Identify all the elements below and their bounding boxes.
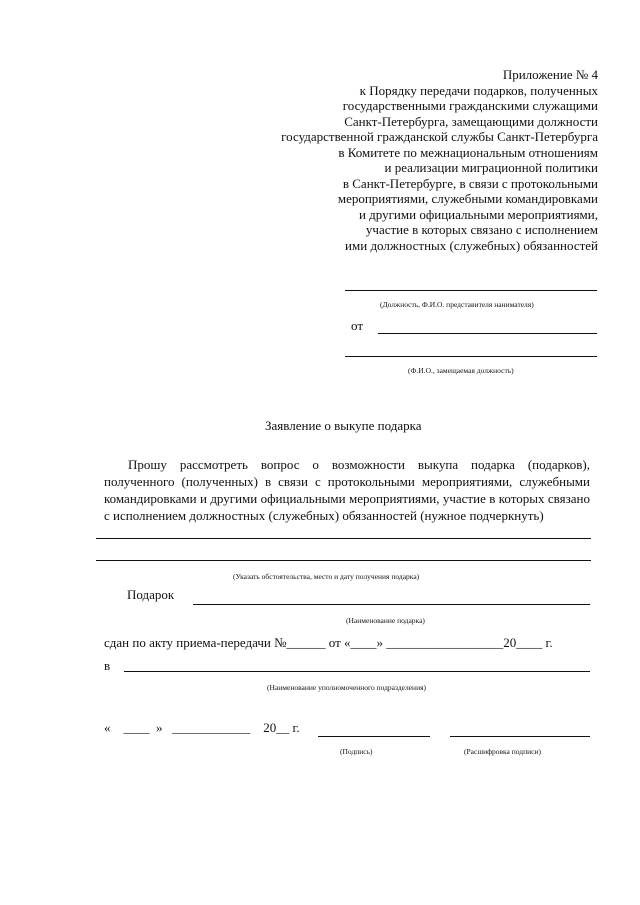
signature-caption: (Подпись) bbox=[340, 747, 373, 756]
header-line: мероприятиями, служебными командировками bbox=[337, 191, 598, 206]
department-caption: (Наименование уполномоченного подразделения) bbox=[267, 683, 427, 692]
header-line: к Порядку передачи подарков, полученных bbox=[359, 82, 598, 98]
applicant-caption: (Ф.И.О., замещаемая должность) bbox=[408, 366, 514, 375]
gift-label: Подарок bbox=[127, 587, 175, 602]
employer-line[interactable] bbox=[345, 290, 597, 291]
applicant-line-1[interactable] bbox=[378, 333, 597, 334]
circumstances-line-2[interactable] bbox=[96, 560, 591, 561]
gift-name-line[interactable] bbox=[193, 604, 590, 605]
header-line: государственными гражданскими служащими bbox=[342, 98, 598, 113]
sign-year-blank[interactable]: __ bbox=[276, 720, 290, 735]
act-from: от « bbox=[328, 635, 351, 650]
gift-caption: (Наименование подарка) bbox=[346, 616, 425, 625]
header-line: в Санкт-Петербурге, в связи с протокольными bbox=[342, 175, 598, 191]
sign-month-blank[interactable]: ____________ bbox=[172, 720, 251, 735]
header-line: участие в которых связано с исполнением bbox=[365, 222, 598, 237]
from-label: от bbox=[351, 318, 364, 333]
paragraph-line: командировками и другими официальными мероприятиями, участие в которых связано bbox=[104, 491, 590, 506]
department-line[interactable] bbox=[124, 671, 590, 672]
act-year-blank[interactable]: ____ bbox=[516, 635, 543, 650]
paragraph-line: полученного (полученных) в связи с протокольными мероприятиями, служебными bbox=[104, 474, 590, 489]
sign-year: 20 bbox=[263, 720, 277, 735]
department-label: в bbox=[104, 658, 111, 673]
act-prefix: сдан по акту приема-передачи № bbox=[104, 635, 287, 650]
header-line: ими должностных (служебных) обязанностей bbox=[345, 237, 598, 253]
act-year: 20 bbox=[503, 635, 517, 650]
paragraph-line: с исполнением должностных (служебных) обязанностей (нужное подчеркнуть) bbox=[104, 508, 544, 523]
act-close-quote: » bbox=[376, 635, 384, 650]
act-line bbox=[104, 635, 553, 651]
header-line: Санкт-Петербурга, замещающими должности bbox=[344, 113, 598, 129]
sign-close-quote: » bbox=[156, 720, 163, 735]
header-line: Приложение № 4 bbox=[502, 67, 598, 82]
act-month-blank[interactable]: __________________ bbox=[386, 635, 504, 650]
signature-line[interactable] bbox=[318, 736, 430, 737]
header-line: и реализации миграционной политики bbox=[384, 160, 598, 175]
act-day-blank[interactable]: ____ bbox=[350, 635, 377, 650]
signature-decode-caption: (Расшифровка подписи) bbox=[464, 747, 541, 756]
sign-day-blank[interactable]: ____ bbox=[123, 720, 150, 735]
header-line: и другими официальными мероприятиями, bbox=[358, 206, 598, 222]
circumstances-caption: (Указать обстоятельства, место и дату получения подарка) bbox=[233, 572, 420, 581]
document-title: Заявление о выкупе подарка bbox=[265, 418, 422, 433]
signature-decode-line[interactable] bbox=[450, 736, 590, 737]
header-line: в Комитете по межнациональным отношениям bbox=[338, 144, 598, 160]
sign-open-quote: « bbox=[104, 720, 111, 735]
paragraph-line: Прошу рассмотреть вопрос о возможности выкупа подарка (подарков), bbox=[128, 457, 590, 472]
signature-date bbox=[104, 720, 300, 736]
applicant-line-2[interactable] bbox=[345, 356, 597, 357]
act-year-suffix: г. bbox=[545, 635, 553, 650]
sign-year-suffix: г. bbox=[292, 720, 300, 735]
request-paragraph bbox=[104, 456, 590, 524]
circumstances-line-1[interactable] bbox=[96, 538, 591, 539]
header-line: государственной гражданской службы Санкт-Петербурга bbox=[281, 129, 598, 144]
employer-caption: (Должность, Ф.И.О. представителя нанимателя) bbox=[380, 300, 534, 309]
act-number-blank[interactable]: ______ bbox=[286, 635, 326, 650]
